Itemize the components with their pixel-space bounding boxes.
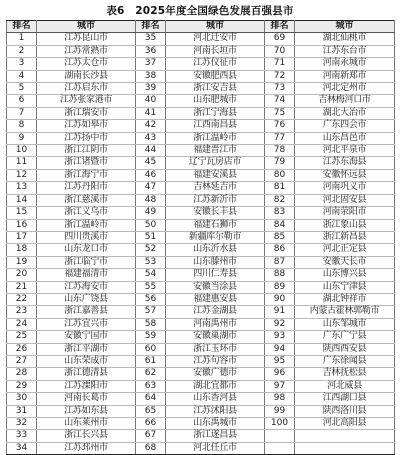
- rank-cell: 46: [136, 169, 166, 181]
- table-row: [7, 58, 395, 70]
- rank-cell: 77: [265, 132, 295, 144]
- city-cell: 河南长葛市: [37, 393, 136, 405]
- rank-cell: 12: [7, 169, 37, 181]
- city-cell: 广东四会市: [295, 120, 395, 132]
- city-cell: 内蒙古霍林郭勒市: [295, 306, 395, 318]
- rank-cell: 75: [265, 107, 295, 119]
- city-cell: 江苏昆山市: [37, 33, 136, 45]
- city-cell: 浙江宁海县: [166, 107, 265, 119]
- city-header: 城市: [166, 21, 265, 33]
- rank-cell: 82: [265, 194, 295, 206]
- rank-cell: 18: [7, 244, 37, 256]
- rank-cell: 62: [136, 368, 166, 380]
- rank-cell: 34: [7, 442, 37, 454]
- city-cell: 吉林延吉市: [166, 182, 265, 194]
- rank-cell: 95: [265, 355, 295, 367]
- city-cell: 浙江温岭市: [37, 219, 136, 231]
- rank-cell: 55: [136, 281, 166, 293]
- rank-cell: 67: [136, 430, 166, 442]
- city-cell: 河南禹州市: [166, 318, 265, 330]
- city-cell: [295, 442, 395, 454]
- rank-cell: 60: [136, 343, 166, 355]
- city-cell: 四川仁寿县: [166, 269, 265, 281]
- city-cell: 江苏沭阳县: [166, 405, 265, 417]
- table-row: [7, 306, 395, 318]
- table-row: [7, 355, 395, 367]
- city-cell: 河南长垣市: [166, 45, 265, 57]
- city-cell: 江苏如东县: [37, 405, 136, 417]
- rank-cell: 54: [136, 269, 166, 281]
- rank-cell: 6: [7, 95, 37, 107]
- city-cell: 江苏如皋市: [37, 120, 136, 132]
- city-cell: 吉林梅河口市: [295, 95, 395, 107]
- city-cell: 浙江临宁市: [37, 256, 136, 268]
- city-cell: 浙江江阴市: [37, 145, 136, 157]
- rank-cell: 31: [7, 405, 37, 417]
- rank-cell: 68: [136, 442, 166, 454]
- city-cell: 福建安溪县: [166, 169, 265, 181]
- city-cell: 福建福清市: [37, 269, 136, 281]
- city-cell: 湖南长沙县: [37, 70, 136, 82]
- rank-cell: 57: [136, 306, 166, 318]
- rank-cell: 25: [7, 331, 37, 343]
- city-cell: 山东滕州市: [166, 256, 265, 268]
- city-cell: 山东昌邑市: [295, 132, 395, 144]
- rank-cell: 19: [7, 256, 37, 268]
- city-cell: 四川贵溪市: [37, 231, 136, 243]
- rank-cell: 74: [265, 95, 295, 107]
- city-cell: 福建石狮市: [166, 219, 265, 231]
- rank-cell: 85: [265, 231, 295, 243]
- rank-cell: 100: [265, 418, 295, 430]
- city-cell: 河北平泉市: [295, 145, 395, 157]
- city-cell: 安徽怀远县: [295, 169, 395, 181]
- rank-header: 排名: [136, 21, 166, 33]
- city-cell: 浙江嘉善县: [37, 306, 136, 318]
- city-cell: 江苏太仓市: [37, 58, 136, 70]
- rank-cell: 38: [136, 70, 166, 82]
- city-cell: 江苏新沂市: [166, 194, 265, 206]
- rank-cell: 70: [265, 45, 295, 57]
- city-cell: 江苏宜兴市: [37, 318, 136, 330]
- rank-cell: 14: [7, 194, 37, 206]
- table-row: [7, 343, 395, 355]
- table-row: [7, 368, 395, 380]
- rank-cell: 10: [7, 145, 37, 157]
- city-cell: 辽宁瓦房店市: [166, 157, 265, 169]
- city-cell: 浙江诸暨市: [37, 157, 136, 169]
- city-cell: 浙江德清县: [37, 368, 136, 380]
- rank-cell: 69: [265, 33, 295, 45]
- rank-cell: 65: [136, 405, 166, 417]
- city-cell: 江苏张家港市: [37, 95, 136, 107]
- table-row: [7, 430, 395, 442]
- rank-cell: 29: [7, 380, 37, 392]
- table-row: [7, 418, 395, 430]
- table-row: [7, 83, 395, 95]
- rank-cell: 61: [136, 355, 166, 367]
- table-row: [7, 169, 395, 181]
- table-row: [7, 182, 395, 194]
- city-cell: 浙江新昌县: [295, 231, 395, 243]
- city-cell: 福建惠安县: [166, 293, 265, 305]
- table-row: [7, 145, 395, 157]
- rank-cell: 4: [7, 70, 37, 82]
- city-cell: 安徽巢湖市: [166, 331, 265, 343]
- rank-cell: 84: [265, 219, 295, 231]
- city-cell: 江苏丹阳市: [37, 182, 136, 194]
- city-cell: 浙江义乌市: [37, 207, 136, 219]
- rank-cell: 63: [136, 380, 166, 392]
- city-cell: 江苏东海县: [295, 157, 395, 169]
- table-row: [7, 45, 395, 57]
- rank-cell: 27: [7, 355, 37, 367]
- city-cell: 江苏启东市: [37, 83, 136, 95]
- table-row: [7, 393, 395, 405]
- city-cell: 浙江遂昌县: [166, 430, 265, 442]
- table-row: [7, 269, 395, 281]
- table-header-row: [7, 21, 395, 33]
- rank-cell: 35: [136, 33, 166, 45]
- rank-cell: 80: [265, 169, 295, 181]
- rank-cell: 42: [136, 120, 166, 132]
- rank-cell: 89: [265, 281, 295, 293]
- city-cell: 安徽长丰县: [166, 207, 265, 219]
- rank-cell: 94: [265, 343, 295, 355]
- rank-cell: 39: [136, 83, 166, 95]
- table-row: [7, 157, 395, 169]
- city-cell: 江苏仪征市: [166, 58, 265, 70]
- rank-cell: 44: [136, 145, 166, 157]
- rank-cell: 87: [265, 256, 295, 268]
- rank-cell: 45: [136, 157, 166, 169]
- rank-cell: 93: [265, 331, 295, 343]
- rank-cell: 23: [7, 306, 37, 318]
- table-row: [7, 132, 395, 144]
- city-cell: 湖北仙桃市: [295, 33, 395, 45]
- table-row: [7, 281, 395, 293]
- city-cell: 山东荣成市: [37, 355, 136, 367]
- city-cell: 江苏东台市: [295, 45, 395, 57]
- rank-cell: 17: [7, 231, 37, 243]
- rank-cell: 24: [7, 318, 37, 330]
- rank-cell: 30: [7, 393, 37, 405]
- city-cell: 安徽宁国市: [37, 331, 136, 343]
- city-cell: 新疆库尔勒市: [166, 231, 265, 243]
- city-cell: 山东宁津县: [295, 281, 395, 293]
- city-cell: 山东龙口市: [37, 244, 136, 256]
- rank-cell: 8: [7, 120, 37, 132]
- rank-cell: 88: [265, 269, 295, 281]
- rank-cell: 97: [265, 380, 295, 392]
- rank-cell: 36: [136, 45, 166, 57]
- city-cell: 河南巩义市: [295, 182, 395, 194]
- table-row: [7, 318, 395, 330]
- rank-cell: 16: [7, 219, 37, 231]
- rank-cell: 37: [136, 58, 166, 70]
- rank-cell: 91: [265, 306, 295, 318]
- city-cell: 安徽天长市: [295, 256, 395, 268]
- city-cell: 广东徐闻县: [295, 355, 395, 367]
- table-title: 表6 2025年度全国绿色发展百强县市: [106, 5, 294, 17]
- city-cell: 浙江玉环市: [166, 343, 265, 355]
- rank-cell: 20: [7, 269, 37, 281]
- city-cell: 江西湖口县: [295, 393, 395, 405]
- rank-cell: [265, 442, 295, 454]
- city-cell: 吉林抚松县: [295, 368, 395, 380]
- rank-cell: 99: [265, 405, 295, 417]
- table-row: [7, 207, 395, 219]
- table-row: [7, 380, 395, 392]
- city-cell: 江西南昌县: [166, 120, 265, 132]
- rank-cell: 32: [7, 418, 37, 430]
- rank-cell: 58: [136, 318, 166, 330]
- city-cell: 河南永城市: [295, 58, 395, 70]
- table-row: [7, 70, 395, 82]
- city-cell: 江苏句容市: [166, 355, 265, 367]
- rank-cell: 33: [7, 430, 37, 442]
- table-row: [7, 107, 395, 119]
- rank-cell: 66: [136, 418, 166, 430]
- rank-cell: 49: [136, 207, 166, 219]
- rank-cell: [265, 430, 295, 442]
- city-cell: 安徽广德市: [166, 368, 265, 380]
- rank-cell: 21: [7, 281, 37, 293]
- rank-cell: 50: [136, 219, 166, 231]
- city-cell: 江苏溧阳市: [37, 380, 136, 392]
- city-cell: 河南荥阳市: [295, 207, 395, 219]
- city-cell: 江苏邳州市: [37, 442, 136, 454]
- city-cell: 陕西洛川县: [295, 405, 395, 417]
- rank-cell: 13: [7, 182, 37, 194]
- city-cell: 浙江平湖市: [37, 343, 136, 355]
- rank-cell: 40: [136, 95, 166, 107]
- rank-cell: 53: [136, 256, 166, 268]
- city-header: 城市: [295, 21, 395, 33]
- city-cell: 江苏扬中市: [37, 132, 136, 144]
- table-row: [7, 293, 395, 305]
- rank-cell: 78: [265, 145, 295, 157]
- rank-cell: 41: [136, 107, 166, 119]
- rank-cell: 1: [7, 33, 37, 45]
- rank-cell: 2: [7, 45, 37, 57]
- city-cell: 浙江长兴县: [37, 430, 136, 442]
- rank-cell: 90: [265, 293, 295, 305]
- city-cell: 浙江海宁市: [37, 169, 136, 181]
- rank-cell: 51: [136, 231, 166, 243]
- rank-cell: 59: [136, 331, 166, 343]
- city-cell: 河北迁安市: [166, 33, 265, 45]
- city-header: 城市: [37, 21, 136, 33]
- rank-cell: 5: [7, 83, 37, 95]
- rank-cell: 73: [265, 83, 295, 95]
- table-row: [7, 120, 395, 132]
- city-cell: 浙江温岭市: [166, 132, 265, 144]
- rank-cell: 7: [7, 107, 37, 119]
- city-cell: 山东广饶县: [37, 293, 136, 305]
- rank-cell: 72: [265, 70, 295, 82]
- city-cell: 山东邹城市: [295, 318, 395, 330]
- city-cell: 江苏海安市: [37, 281, 136, 293]
- rank-cell: 11: [7, 157, 37, 169]
- city-cell: 山东博兴县: [295, 269, 395, 281]
- city-cell: 陕西西安县: [295, 343, 395, 355]
- city-cell: [295, 430, 395, 442]
- rank-cell: 76: [265, 120, 295, 132]
- city-cell: 山东沂水县: [166, 244, 265, 256]
- rank-cell: 79: [265, 157, 295, 169]
- city-cell: 浙江瑞安市: [37, 107, 136, 119]
- rank-cell: 52: [136, 244, 166, 256]
- city-cell: 江苏金湖县: [166, 306, 265, 318]
- city-cell: 山东香河县: [166, 393, 265, 405]
- rank-cell: 64: [136, 393, 166, 405]
- city-cell: 广东广宁县: [295, 331, 395, 343]
- rank-cell: 96: [265, 368, 295, 380]
- rank-cell: 71: [265, 58, 295, 70]
- rank-header: 排名: [265, 21, 295, 33]
- rank-header: 排名: [7, 21, 37, 33]
- city-cell: 河北高阳县: [295, 418, 395, 430]
- table-row: [7, 256, 395, 268]
- ranking-table: [6, 20, 395, 455]
- city-cell: 福建晋江市: [166, 145, 265, 157]
- table-row: [7, 33, 395, 45]
- city-cell: 河北任丘市: [166, 442, 265, 454]
- rank-cell: 26: [7, 343, 37, 355]
- rank-cell: 22: [7, 293, 37, 305]
- city-cell: 河北正定县: [295, 244, 395, 256]
- table-row: [7, 244, 395, 256]
- rank-cell: 15: [7, 207, 37, 219]
- rank-cell: 47: [136, 182, 166, 194]
- city-cell: 河北威县: [295, 380, 395, 392]
- city-cell: 江苏常熟市: [37, 45, 136, 57]
- table-row: [7, 219, 395, 231]
- rank-cell: 83: [265, 207, 295, 219]
- rank-cell: 56: [136, 293, 166, 305]
- city-cell: 河北固安县: [295, 194, 395, 206]
- city-cell: 河北定州市: [295, 83, 395, 95]
- city-cell: 山东肥城市: [166, 95, 265, 107]
- city-cell: 湖北大冶市: [295, 107, 395, 119]
- city-cell: 浙江慈溪市: [37, 194, 136, 206]
- table-row: [7, 95, 395, 107]
- table-row: [7, 331, 395, 343]
- rank-cell: 43: [136, 132, 166, 144]
- rank-cell: 48: [136, 194, 166, 206]
- city-cell: 浙江象山县: [295, 219, 395, 231]
- table-row: [7, 442, 395, 454]
- rank-cell: 9: [7, 132, 37, 144]
- city-cell: 山东禹城市: [166, 418, 265, 430]
- city-cell: 浙江安吉县: [166, 83, 265, 95]
- table-row: [7, 194, 395, 206]
- rank-cell: 98: [265, 393, 295, 405]
- table-row: [7, 405, 395, 417]
- rank-cell: 3: [7, 58, 37, 70]
- city-cell: 湖北钟祥市: [295, 293, 395, 305]
- city-cell: 安徽当涂县: [166, 281, 265, 293]
- city-cell: 安徽肥西县: [166, 70, 265, 82]
- table-row: [7, 231, 395, 243]
- city-cell: 河南新郑市: [295, 70, 395, 82]
- city-cell: 湖北宜都市: [166, 380, 265, 392]
- rank-cell: 28: [7, 368, 37, 380]
- rank-cell: 81: [265, 182, 295, 194]
- rank-cell: 86: [265, 244, 295, 256]
- city-cell: 山东莱州市: [37, 418, 136, 430]
- rank-cell: 92: [265, 318, 295, 330]
